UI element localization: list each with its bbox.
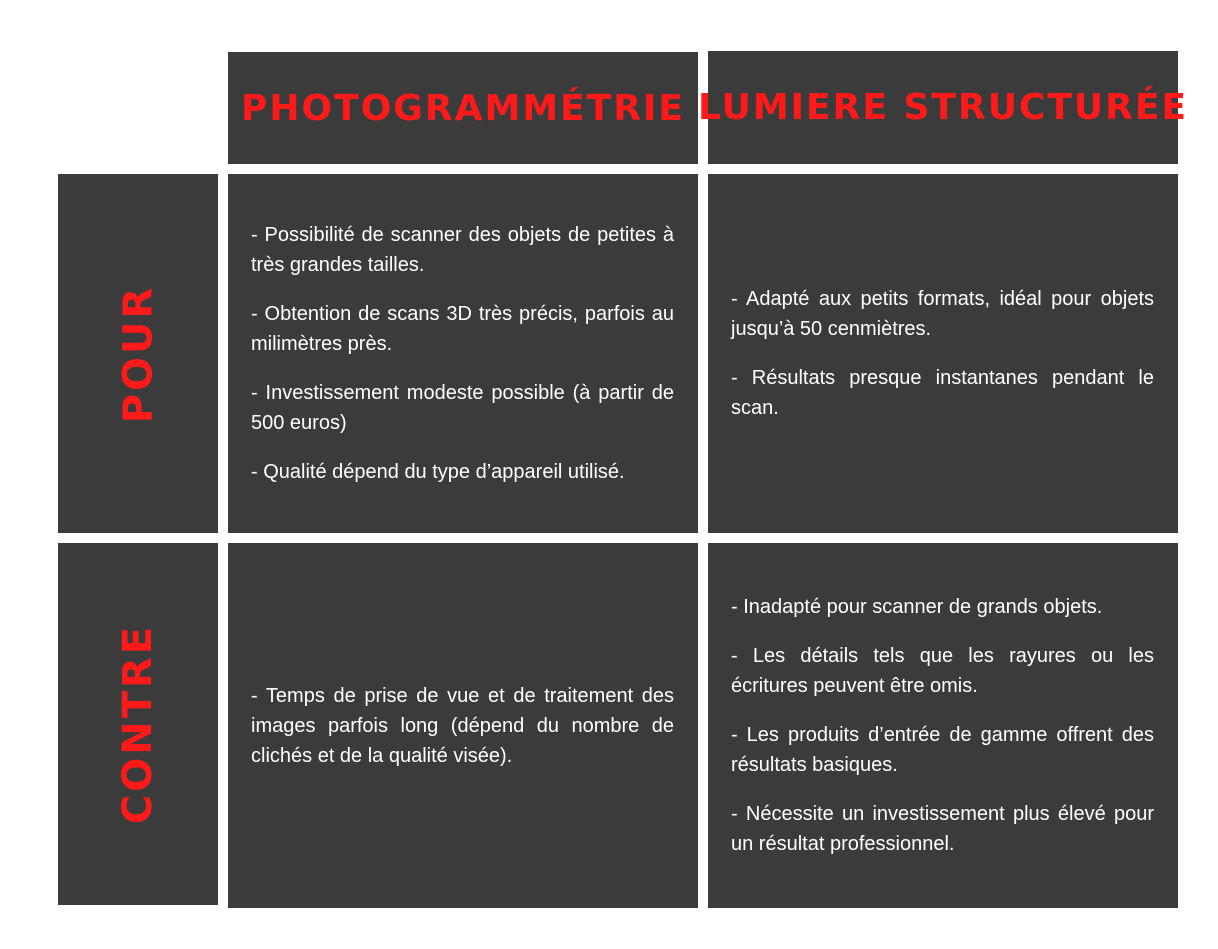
contre-lumiere-item: - Les détails tels que les rayures ou les écritures peuvent être omis.	[731, 645, 1154, 697]
column-header-lumiere-structuree-label: LUMIERE STRUCTURÉE	[697, 87, 1189, 128]
pour-photogrammetrie-item: - Possibilité de scanner des objets de petites à très grandes tailles.	[251, 224, 674, 276]
column-header-photogrammetrie-label: PHOTOGRAMMÉTRIE	[241, 87, 685, 129]
cell-pour-photogrammetrie	[228, 174, 698, 533]
row-header-contre	[58, 543, 218, 905]
column-header-lumiere-structuree	[697, 51, 1189, 164]
contre-photogrammetrie-item: - Temps de prise de vue et de traitement des images parfois long (dépend du nombre de clichés et de la qualité visée).	[251, 684, 674, 767]
pour-lumiere-item: - Résultats presque instantanes pendant le scan.	[731, 367, 1154, 419]
pour-photogrammetrie-item: - Obtention de scans 3D très précis, parfois au milimètres près.	[251, 303, 674, 355]
row-header-pour	[58, 174, 218, 533]
contre-lumiere-item: - Nécessite un investissement plus élevé pour un résultat professionnel.	[731, 803, 1154, 855]
pour-photogrammetrie-item: - Investissement modeste possible (à partir de 500 euros)	[251, 382, 674, 434]
contre-lumiere-item: - Les produits d’entrée de gamme offrent des résultats basiques.	[731, 724, 1154, 776]
pour-lumiere-item: - Adapté aux petits formats, idéal pour objets jusqu’à 50 cenmiètres.	[731, 288, 1154, 340]
pour-photogrammetrie-item: - Qualité dépend du type d’appareil utilisé.	[251, 461, 625, 483]
contre-lumiere-item: - Inadapté pour scanner de grands objets.	[731, 596, 1103, 618]
column-header-photogrammetrie	[228, 52, 698, 164]
row-header-contre-label: CONTRE	[115, 623, 161, 825]
cell-contre-lumiere	[708, 543, 1178, 908]
row-header-pour-label: POUR	[114, 284, 161, 423]
cell-contre-photogrammetrie	[228, 543, 698, 908]
cell-pour-lumiere	[708, 174, 1178, 533]
